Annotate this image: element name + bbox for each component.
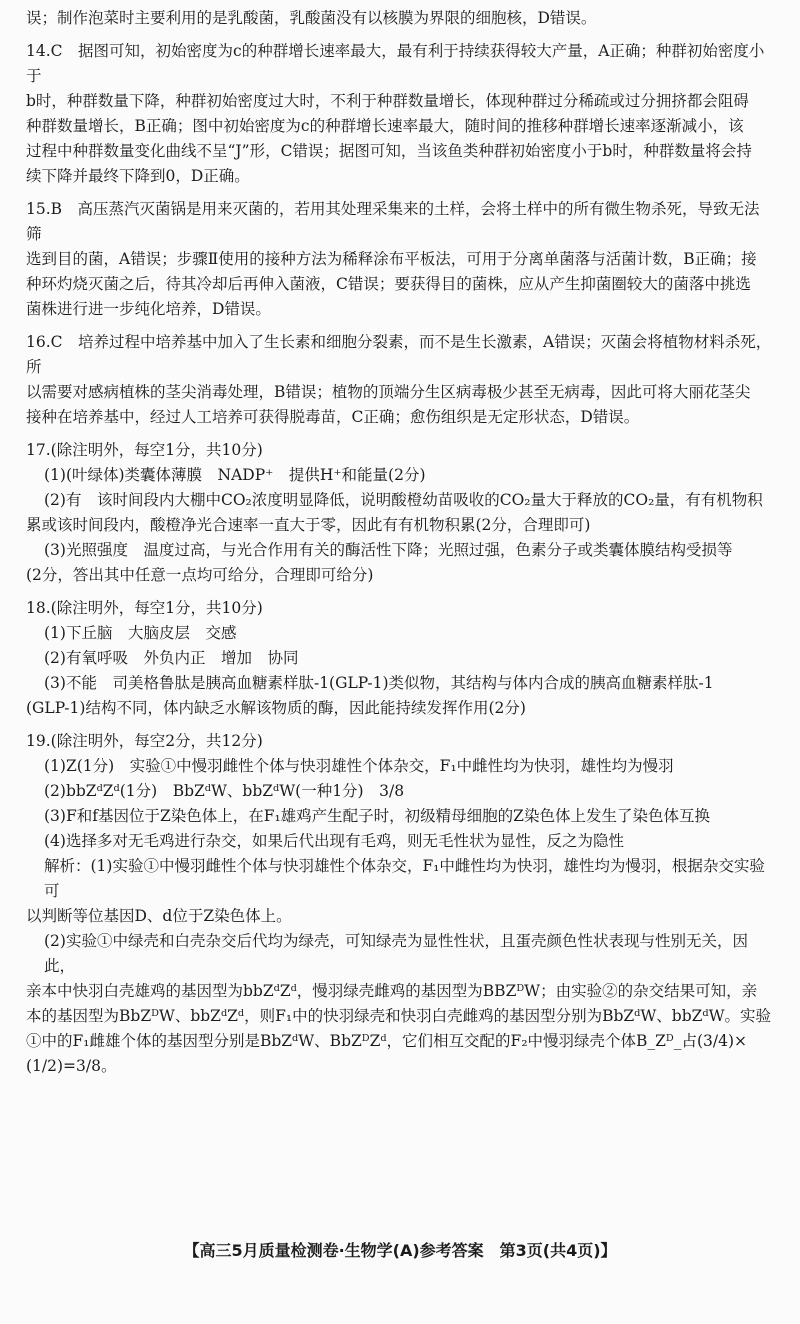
answer-19-analysis: 解析：(1)实验①中慢羽雌性个体与快羽雄性个体杂交，F₁中雌性均为快羽，雄性均为慢羽，根据杂交实验可 (44, 857, 765, 900)
answer-19-analysis: 以判断等位基因D、d位于Z染色体上。 (26, 907, 292, 925)
page-footer: 【高三5月质量检测卷·生物学(A)参考答案 第3页(共4页)】 (183, 1241, 617, 1260)
answer-19-line: (2)bbZᵈZᵈ(1分) BbZᵈW、bbZᵈW(一种1分) 3/8 (44, 782, 405, 800)
answer-14 (26, 39, 772, 189)
answer-16-line: 以需要对感病植株的茎尖消毒处理，B错误；植物的顶端分生区病毒极少甚至无病毒，因此可将大丽花茎尖 (26, 383, 751, 401)
answer-17-header: 17.(除注明外，每空1分，共10分) (26, 441, 263, 459)
answer-16-line: 接种在培养基中，经过人工培养可获得脱毒苗，C正确；愈伤组织是无定形状态，D错误。 (26, 408, 640, 426)
answer-14-line: 过程中种群数量变化曲线不呈“J”形，C错误；据图可知，当该鱼类种群初始密度小于b时，种群数量将会持 (26, 142, 752, 160)
answer-17-line: (1)(叶绿体)类囊体薄膜 NADP⁺ 提供H⁺和能量(2分) (44, 466, 426, 484)
answer-14-line: b时，种群数量下降，种群初始密度过大时，不利于种群数量增长，体现种群过分稀疏或过分拥挤都会阻碍 (26, 92, 749, 110)
answer-18-line: (GLP-1)结构不同，体内缺乏水解该物质的酶，因此能持续发挥作用(2分) (26, 699, 526, 717)
answer-19-analysis: ①中的F₁雌雄个体的基因型分别是BbZᵈW、BbZᴰZᵈ，它们相互交配的F₂中慢羽绿壳个体B_Zᴰ_占(3/4)× (26, 1032, 748, 1050)
answer-16 (26, 330, 772, 430)
answer-13-tail: 误；制作泡菜时主要利用的是乳酸菌，乳酸菌没有以核膜为界限的细胞核，D错误。 (26, 9, 597, 27)
answer-15-line: 菌株进行进一步纯化培养，D错误。 (26, 300, 271, 318)
answer-14-line: 种群数量增长，B正确；图中初始密度为c的种群增长速率最大，随时间的推移种群增长速率逐渐减小，该 (26, 117, 744, 135)
answer-19-line: (4)选择多对无毛鸡进行杂交，如果后代出现有毛鸡，则无毛性状为显性，反之为隐性 (44, 832, 624, 850)
answer-19-analysis: (1/2)=3/8。 (26, 1057, 117, 1075)
answer-18-line: (3)不能 司美格鲁肽是胰高血糖素样肽-1(GLP-1)类似物，其结构与体内合成的胰高血糖素样肽-1 (44, 674, 714, 692)
answer-18-line: (1)下丘脑 大脑皮层 交感 (44, 624, 237, 642)
answer-16-line: 16.C 培养过程中培养基中加入了生长素和细胞分裂素，而不是生长激素，A错误；灭菌会将植物材料杀死，所 (26, 333, 772, 376)
answer-17-line: 累或该时间段内，酸橙净光合速率一直大于零，因此有有机物积累(2分，合理即可) (26, 516, 591, 534)
answer-17-line: (2分，答出其中任意一点均可给分，合理即可给分) (26, 566, 374, 584)
answer-15 (26, 197, 772, 322)
answer-19-line: (1)Z(1分) 实验①中慢羽雌性个体与快羽雄性个体杂交，F₁中雌性均为快羽，雄性均为慢羽 (44, 757, 674, 775)
answer-14-line: 14.C 据图可知，初始密度为c的种群增长速率最大，最有利于持续获得较大产量，A正确；种群初始密度小于 (26, 42, 765, 85)
answer-17-line: (3)光照强度 温度过高，与光合作用有关的酶活性下降；光照过强，色素分子或类囊体膜结构受损等 (44, 541, 733, 559)
answer-17 (26, 438, 772, 588)
answer-19-line: (3)F和f基因位于Z染色体上，在F₁雄鸡产生配子时，初级精母细胞的Z染色体上发生了染色体互换 (44, 807, 710, 825)
answer-18-line: (2)有氧呼吸 外负内正 增加 协同 (44, 649, 299, 667)
answer-19 (26, 729, 772, 1079)
answer-19-header: 19.(除注明外，每空2分，共12分) (26, 732, 263, 750)
answer-15-line: 选到目的菌，A错误；步骤Ⅱ使用的接种方法为稀释涂布平板法，可用于分离单菌落与活菌计数，B正确；接 (26, 250, 757, 268)
answer-18-header: 18.(除注明外，每空1分，共10分) (26, 599, 263, 617)
answer-15-line: 种环灼烧灭菌之后，待其冷却后再伸入菌液，C错误；要获得目的菌株，应从产生抑菌圈较大的菌落中挑选 (26, 275, 751, 293)
answer-18 (26, 596, 772, 721)
answer-19-analysis: 本的基因型为BbZᴰW、bbZᵈZᵈ，则F₁中的快羽绿壳和快羽白壳雌鸡的基因型分别为BbZᵈW、bbZᵈW。实验 (26, 1007, 772, 1025)
answer-14-line: 续下降并最终下降到0，D正确。 (26, 167, 250, 185)
answer-17-line: (2)有 该时间段内大棚中CO₂浓度明显降低，说明酸橙幼苗吸收的CO₂量大于释放的CO₂量，有有机物积 (44, 491, 763, 509)
answer-15-line: 15.B 高压蒸汽灭菌锅是用来灭菌的，若用其处理采集来的土样，会将土样中的所有微生物杀死，导致无法筛 (26, 200, 760, 243)
answer-19-analysis: 亲本中快羽白壳雄鸡的基因型为bbZᵈZᵈ，慢羽绿壳雌鸡的基因型为BBZᴰW；由实验②的杂交结果可知，亲 (26, 982, 758, 1000)
answer-19-analysis: (2)实验①中绿壳和白壳杂交后代均为绿壳，可知绿壳为显性性状，且蛋壳颜色性状表现与性别无关，因此， (44, 932, 748, 975)
